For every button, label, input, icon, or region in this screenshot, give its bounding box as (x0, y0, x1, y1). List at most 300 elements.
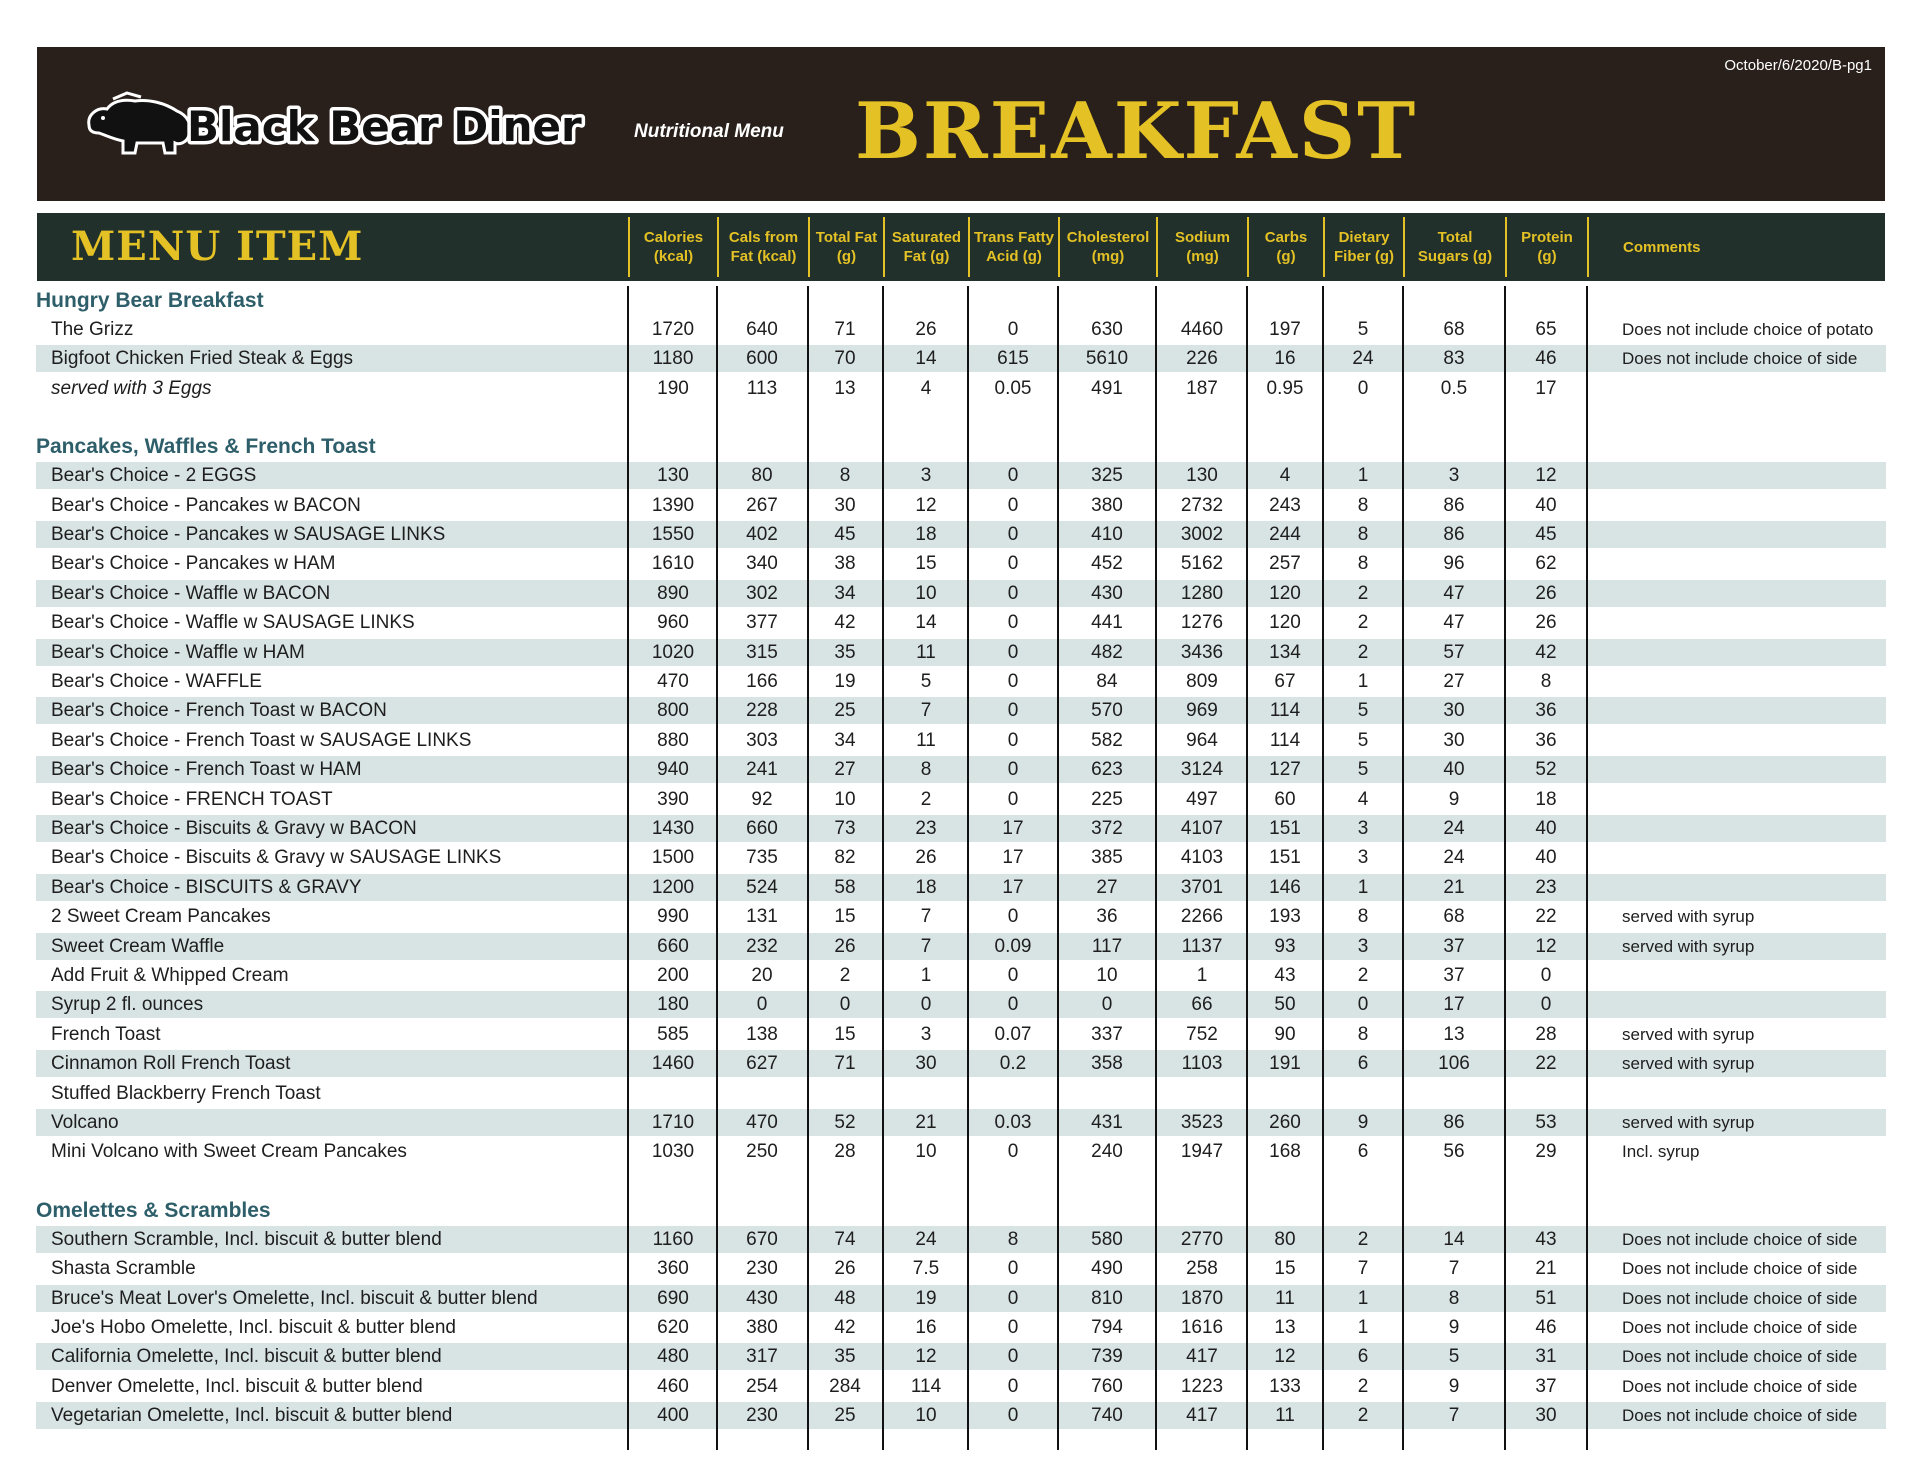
nutrient-value: 0 (1007, 1405, 1019, 1427)
nutrient-value: 940 (657, 759, 689, 781)
nutrient-value (886, 1080, 966, 1107)
table-row (36, 345, 1886, 372)
nutrient-value: 620 (657, 1317, 689, 1338)
nutrient-value (633, 1080, 713, 1107)
nutrient-value: 1947 (1180, 1141, 1224, 1163)
nutrient-value: 36 (1096, 906, 1118, 928)
nutrient-value: 82 (834, 847, 856, 869)
nutrient-value: 43 (1535, 1228, 1557, 1250)
nutrient-value: 8 (1357, 553, 1369, 575)
nutrient-value: 400 (657, 1405, 689, 1427)
column-header-saturated-fat: Saturated Fat (g) (891, 229, 962, 265)
nutrient-value: 0 (1007, 1141, 1019, 1163)
nutrient-value: 68 (1443, 319, 1465, 340)
item-name: Stuffed Blackberry French Toast (51, 1082, 321, 1104)
nutrient-value: 225 (1091, 788, 1123, 810)
nutrient-value: 0 (1007, 319, 1019, 340)
nutrient-value: 3 (1357, 847, 1369, 869)
nutrient-value (1414, 1080, 1494, 1107)
nutrient-value: 8 (1448, 1287, 1460, 1309)
nutrient-value: 0 (1007, 965, 1019, 986)
nutrient-value (973, 1080, 1053, 1107)
nutrient-value: 36 (1535, 700, 1557, 722)
item-comment: Does not include choice of side (1622, 1376, 1858, 1396)
nutrient-value: 482 (1091, 641, 1123, 663)
nutrient-value: 18 (915, 876, 937, 898)
nutrient-value: 8 (920, 759, 932, 781)
nutrient-value: 12 (1274, 1346, 1296, 1368)
nutrient-value: 10 (834, 788, 856, 810)
nutrient-value: 15 (834, 906, 856, 928)
item-comment (1622, 1080, 1884, 1107)
item-comment: Does not include choice of side (1622, 1406, 1858, 1426)
nutrient-value: 260 (1269, 1112, 1301, 1133)
nutrient-value: 0 (1540, 965, 1552, 986)
nutrient-value: 0 (756, 994, 768, 1016)
nutrient-value: 130 (1186, 465, 1218, 487)
table-row (36, 874, 1886, 901)
nutrient-value: 37 (1535, 1375, 1557, 1397)
page-title: BREAKFAST (855, 86, 1418, 177)
nutrient-value: 37 (1443, 935, 1465, 957)
nutrient-value: 15 (1274, 1258, 1296, 1280)
nutrient-value: 8 (1007, 1228, 1019, 1250)
nutrient-value: 360 (657, 1258, 689, 1280)
nutrient-value: 2 (1357, 1375, 1369, 1397)
nutrient-value: 42 (834, 612, 856, 634)
nutrient-value: 34 (834, 729, 856, 751)
nutrient-value: 40 (1535, 494, 1557, 516)
nutrient-value: 5610 (1085, 348, 1129, 370)
item-comment: served with syrup (1622, 936, 1755, 956)
table-row (36, 492, 1886, 519)
menu-subtitle: Nutritional Menu (634, 121, 784, 142)
column-header-sodium: Sodium (mg) (1175, 229, 1230, 265)
nutrient-value: 1030 (651, 1141, 695, 1163)
table-row (36, 316, 1886, 343)
nutrient-value: 410 (1091, 524, 1123, 545)
nutrient-value: 7 (1448, 1258, 1460, 1280)
nutrient-value: 120 (1269, 612, 1301, 634)
menu-item-heading: MENU ITEM (71, 223, 364, 270)
nutrient-value: 0 (1357, 377, 1369, 399)
nutrient-value: 45 (1535, 524, 1557, 545)
nutrient-value: 1103 (1181, 1053, 1223, 1075)
nutrient-value (722, 1080, 802, 1107)
nutrient-value: 66 (1191, 994, 1213, 1016)
column-divider (1402, 286, 1404, 1450)
nutrient-value: 2 (1357, 582, 1369, 604)
nutrient-value: 74 (834, 1228, 856, 1250)
nutrient-value: 1 (1357, 671, 1369, 692)
nutrient-value: 4107 (1180, 818, 1224, 839)
item-comment: Does not include choice of side (1622, 1347, 1858, 1367)
nutrient-value: 372 (1091, 818, 1123, 839)
item-comment (1622, 786, 1884, 813)
nutrient-value: 106 (1438, 1053, 1470, 1075)
nutrient-value: 417 (1186, 1346, 1218, 1368)
nutrient-value (1323, 1080, 1403, 1107)
nutrient-value: 417 (1186, 1405, 1218, 1427)
nutrient-value: 358 (1091, 1053, 1123, 1075)
item-name: French Toast (51, 1023, 161, 1045)
nutrient-value: 377 (746, 612, 778, 634)
nutrient-value: 1500 (651, 847, 695, 869)
nutrient-value: 30 (1443, 729, 1465, 751)
nutrient-value: 14 (915, 612, 937, 634)
nutrient-value: 3002 (1180, 524, 1224, 545)
item-comment: served with syrup (1622, 1113, 1755, 1132)
nutrient-value: 1430 (651, 818, 695, 839)
nutrient-value: 80 (1274, 1228, 1296, 1250)
nutrient-value: 6 (1357, 1141, 1369, 1163)
nutrient-value: 10 (915, 1141, 937, 1163)
nutrient-value: 26 (834, 935, 856, 957)
nutrient-value: 452 (1091, 553, 1123, 575)
nutrient-value: 22 (1535, 906, 1557, 928)
nutrient-value: 258 (1186, 1258, 1218, 1280)
item-name: Bear's Choice - Pancakes w HAM (51, 553, 336, 575)
table-row (36, 521, 1886, 548)
nutrient-value: 441 (1091, 612, 1123, 634)
table-row (36, 815, 1886, 842)
nutrient-value: 0 (1007, 612, 1019, 634)
nutrient-value: 402 (746, 524, 778, 545)
nutrient-value: 48 (834, 1287, 856, 1309)
item-name: Shasta Scramble (51, 1258, 196, 1280)
nutrient-value: 1870 (1180, 1287, 1224, 1309)
nutrient-value: 84 (1096, 671, 1118, 692)
nutrient-value: 3523 (1180, 1112, 1224, 1133)
column-header-total-fat: Total Fat (g) (815, 229, 878, 265)
nutrient-value: 9 (1448, 1317, 1460, 1338)
nutrient-value: 24 (1443, 847, 1465, 869)
nutrient-value: 0.05 (994, 377, 1032, 399)
nutrient-value: 19 (915, 1287, 937, 1309)
table-row (36, 1343, 1886, 1370)
item-comment: Does not include choice of side (1622, 1259, 1858, 1279)
nutrient-value: 7.5 (912, 1258, 940, 1280)
nutrient-value: 93 (1274, 935, 1296, 957)
nutrient-value: 24 (915, 1228, 937, 1250)
nutrient-value: 130 (657, 465, 689, 487)
nutrient-value: 113 (746, 377, 778, 399)
item-name: Bear's Choice - French Toast w BACON (51, 700, 387, 722)
item-comment (1622, 668, 1884, 695)
nutrient-value: 0.09 (994, 935, 1032, 957)
nutrient-value: 385 (1091, 847, 1123, 869)
nutrient-value: 794 (1091, 1317, 1123, 1338)
nutrient-value: 22 (1535, 1053, 1557, 1075)
nutrient-value: 3701 (1180, 876, 1224, 898)
item-name: Bear's Choice - WAFFLE (51, 671, 262, 692)
item-comment (1622, 991, 1884, 1018)
nutrient-value: 27 (834, 759, 856, 781)
nutrient-value: 86 (1443, 524, 1465, 545)
nutrient-value: 53 (1535, 1112, 1557, 1133)
item-comment: Does not include choice of side (1622, 1229, 1858, 1249)
nutrient-value: 52 (1535, 759, 1557, 781)
table-row (36, 1050, 1886, 1077)
item-name: Bear's Choice - FRENCH TOAST (51, 788, 333, 810)
nutrient-value: 325 (1091, 465, 1123, 487)
nutrient-value: 47 (1443, 582, 1465, 604)
nutrient-value: 117 (1091, 935, 1123, 957)
nutrient-value: 0 (1007, 494, 1019, 516)
nutrient-value: 18 (915, 524, 937, 545)
nutrient-value: 226 (1186, 348, 1218, 370)
column-header-cholesterol: Cholesterol (mg) (1066, 229, 1150, 265)
nutrient-value: 73 (834, 818, 856, 839)
nutrient-value: 380 (746, 1317, 778, 1338)
nutrient-value: 660 (657, 935, 689, 957)
nutrient-value: 390 (657, 788, 689, 810)
nutrient-value: 12 (915, 1346, 937, 1368)
table-row (36, 1314, 1886, 1341)
section-title: Omelettes & Scrambles (36, 1198, 271, 1222)
nutrient-value: 0 (1007, 700, 1019, 722)
nutrient-value: 62 (1535, 553, 1557, 575)
nutrient-value: 890 (657, 582, 689, 604)
item-comment (1622, 756, 1884, 783)
nutrient-value: 11 (1275, 1287, 1295, 1309)
nutrient-value: 990 (657, 906, 689, 928)
nutrient-value: 92 (751, 788, 773, 810)
table-row (36, 609, 1886, 636)
item-name: The Grizz (51, 319, 134, 340)
nutrient-value: 13 (1443, 1023, 1465, 1045)
nutrient-value: 303 (746, 729, 778, 751)
nutrient-value: 480 (657, 1346, 689, 1368)
nutrient-value (1067, 1080, 1147, 1107)
nutrition-table (0, 286, 1920, 1450)
nutrient-value: 3124 (1180, 759, 1224, 781)
nutrient-value: 0 (1007, 641, 1019, 663)
item-name: Bear's Choice - BISCUITS & GRAVY (51, 876, 362, 898)
nutrient-value: 21 (1535, 1258, 1557, 1280)
nutrient-value: 46 (1535, 1317, 1557, 1338)
nutrient-value: 131 (746, 906, 778, 928)
item-name: Joe's Hobo Omelette, Incl. biscuit & butter blend (51, 1317, 456, 1338)
nutrient-value: 67 (1274, 671, 1296, 692)
nutrient-value: 302 (746, 582, 778, 604)
nutrient-value: 24 (1443, 818, 1465, 839)
item-comment (1622, 962, 1884, 989)
nutrient-value: 30 (1535, 1405, 1557, 1427)
item-name: Bear's Choice - Waffle w BACON (51, 582, 331, 604)
nutrient-value: 0 (1007, 729, 1019, 751)
nutrient-value: 65 (1535, 319, 1557, 340)
nutrient-value: 26 (1535, 612, 1557, 634)
nutrient-value: 114 (1269, 729, 1301, 751)
nutrient-value: 86 (1443, 494, 1465, 516)
nutrient-value: 3 (920, 1023, 932, 1045)
nutrient-value: 43 (1274, 965, 1296, 986)
item-comment (1622, 492, 1884, 519)
table-row (36, 844, 1886, 871)
nutrient-value: 90 (1274, 1023, 1296, 1045)
nutrient-value: 0 (1540, 994, 1552, 1016)
nutrient-value: 35 (834, 1346, 856, 1368)
nutrient-value: 3 (1448, 465, 1460, 487)
nutrient-value: 0 (1007, 759, 1019, 781)
nutrient-value: 0.07 (994, 1023, 1032, 1045)
nutrient-value: 37 (1443, 965, 1465, 986)
nutrient-value: 380 (1091, 494, 1123, 516)
nutrient-value: 134 (1269, 641, 1301, 663)
nutrient-value: 627 (746, 1053, 778, 1075)
nutrient-value: 197 (1269, 319, 1301, 340)
nutrient-value: 5 (1357, 319, 1369, 340)
nutrient-value: 25 (834, 1405, 856, 1427)
item-name: Volcano (51, 1112, 119, 1133)
column-divider (1155, 286, 1157, 1450)
nutrient-value: 5 (1357, 700, 1369, 722)
nutrient-value: 8 (1357, 1023, 1369, 1045)
item-comment: served with syrup (1622, 907, 1755, 927)
nutrient-value: 615 (997, 348, 1029, 370)
nutrient-value: 28 (1535, 1023, 1557, 1045)
nutrient-value: 250 (746, 1141, 778, 1163)
item-name: Bear's Choice - Biscuits & Gravy w SAUSAGE LINKS (51, 847, 502, 869)
nutrient-value: 27 (1443, 671, 1465, 692)
nutrient-value: 9 (1448, 788, 1460, 810)
column-divider (1322, 286, 1324, 1450)
nutrient-value: 12 (1535, 465, 1557, 487)
nutrient-value: 570 (1091, 700, 1123, 722)
table-row (36, 550, 1886, 577)
nutrient-value: 1 (1357, 1287, 1369, 1309)
nutrient-value: 4 (1279, 465, 1291, 487)
nutrient-value: 257 (1269, 553, 1301, 575)
nutrient-value: 960 (657, 612, 689, 634)
nutrient-value: 151 (1269, 818, 1301, 839)
nutrient-value: 0 (1007, 524, 1019, 545)
nutrient-value: 337 (1091, 1023, 1123, 1045)
table-row (36, 639, 1886, 666)
nutrient-value: 5 (1448, 1346, 1460, 1368)
column-header-trans-fat: Trans Fatty Acid (g) (973, 229, 1055, 265)
nutrient-value: 1390 (651, 494, 695, 516)
column-divider (882, 286, 884, 1450)
nutrient-value: 1 (1196, 965, 1208, 986)
item-comment (1622, 874, 1884, 901)
nutrient-value: 120 (1269, 582, 1301, 604)
nutrient-value: 4460 (1180, 319, 1224, 340)
nutrient-value: 8 (1540, 671, 1552, 692)
item-comment (1622, 521, 1884, 548)
item-comment (1622, 639, 1884, 666)
nutrient-value: 690 (657, 1287, 689, 1309)
nutrient-value: 582 (1091, 729, 1123, 751)
column-divider (1504, 286, 1506, 1450)
nutrient-value: 20 (751, 965, 773, 986)
column-divider (967, 286, 969, 1450)
nutrient-value: 0 (1007, 1287, 1019, 1309)
item-name: Southern Scramble, Incl. biscuit & butter blend (51, 1228, 442, 1250)
nutrient-value: 1 (1357, 876, 1369, 898)
nutrient-value: 10 (915, 1405, 937, 1427)
nutrient-value: 71 (834, 1053, 856, 1075)
nutrient-value: 490 (1091, 1258, 1123, 1280)
nutrient-value: 810 (1091, 1287, 1123, 1309)
nutrient-value: 187 (1186, 377, 1218, 399)
nutrient-value: 340 (746, 553, 778, 575)
svg-text:Black Bear Diner: Black Bear Diner (187, 102, 582, 151)
nutrient-value: 46 (1535, 348, 1557, 370)
nutrient-value: 14 (1443, 1228, 1465, 1250)
nutrient-value: 27 (1096, 876, 1118, 898)
item-comment (1622, 550, 1884, 577)
nutrient-value: 3 (1357, 935, 1369, 957)
table-row (36, 1373, 1886, 1400)
nutrient-value: 190 (657, 377, 689, 399)
nutrient-value: 83 (1443, 348, 1465, 370)
table-row (36, 786, 1886, 813)
nutrient-value: 1020 (651, 641, 695, 663)
nutrient-value: 2 (839, 965, 851, 986)
nutrient-value: 10 (1096, 965, 1118, 986)
nutrient-value: 0 (1007, 465, 1019, 487)
nutrient-value: 1280 (1180, 582, 1224, 604)
nutrient-value: 12 (1535, 935, 1557, 957)
nutrient-value: 29 (1535, 1141, 1557, 1163)
nutrient-value: 1 (1357, 465, 1369, 487)
item-name: Bear's Choice - Waffle w SAUSAGE LINKS (51, 612, 415, 634)
item-comment (1622, 580, 1884, 607)
nutrient-value: 0 (1007, 553, 1019, 575)
nutrient-value: 600 (746, 348, 778, 370)
column-divider (807, 286, 809, 1450)
item-name: Bear's Choice - Biscuits & Gravy w BACON (51, 818, 417, 839)
nutrient-value: 34 (834, 582, 856, 604)
nutrient-value: 0 (920, 994, 932, 1016)
column-header-comments: Comments (1623, 238, 1701, 256)
nutrient-value: 11 (916, 641, 936, 663)
nutrient-value: 23 (1535, 876, 1557, 898)
nutrient-value: 1616 (1180, 1317, 1224, 1338)
nutrient-value: 5 (1357, 729, 1369, 751)
column-divider (716, 286, 718, 1450)
nutrient-value: 25 (834, 700, 856, 722)
nutrient-value: 30 (915, 1053, 937, 1075)
nutrient-value: 1137 (1181, 935, 1223, 957)
nutrient-value: 0 (1007, 788, 1019, 810)
item-name: Bear's Choice - Pancakes w BACON (51, 494, 361, 516)
nutrient-value: 470 (657, 671, 689, 692)
nutrient-value: 5 (1357, 759, 1369, 781)
nutrient-value: 740 (1091, 1405, 1123, 1427)
nutrient-value: 8 (839, 465, 851, 487)
item-name: Bear's Choice - Pancakes w SAUSAGE LINKS (51, 524, 446, 545)
item-name: Bigfoot Chicken Fried Steak & Eggs (51, 348, 354, 370)
nutrient-value: 3 (920, 465, 932, 487)
table-row (36, 697, 1886, 724)
nutrient-value: 133 (1269, 1375, 1301, 1397)
nutrient-value: 127 (1269, 759, 1301, 781)
nutrient-value: 21 (1443, 876, 1465, 898)
nutrient-value: 11 (916, 729, 936, 751)
nutrient-value: 739 (1091, 1346, 1123, 1368)
table-row (36, 756, 1886, 783)
nutrient-value: 1720 (651, 319, 695, 340)
nutrient-value: 0 (1007, 582, 1019, 604)
nutrient-value: 0 (1007, 671, 1019, 692)
nutrient-value: 630 (1091, 319, 1123, 340)
table-row (36, 1138, 1886, 1165)
nutrient-value: 8 (1357, 906, 1369, 928)
nutrient-value: 26 (915, 847, 937, 869)
